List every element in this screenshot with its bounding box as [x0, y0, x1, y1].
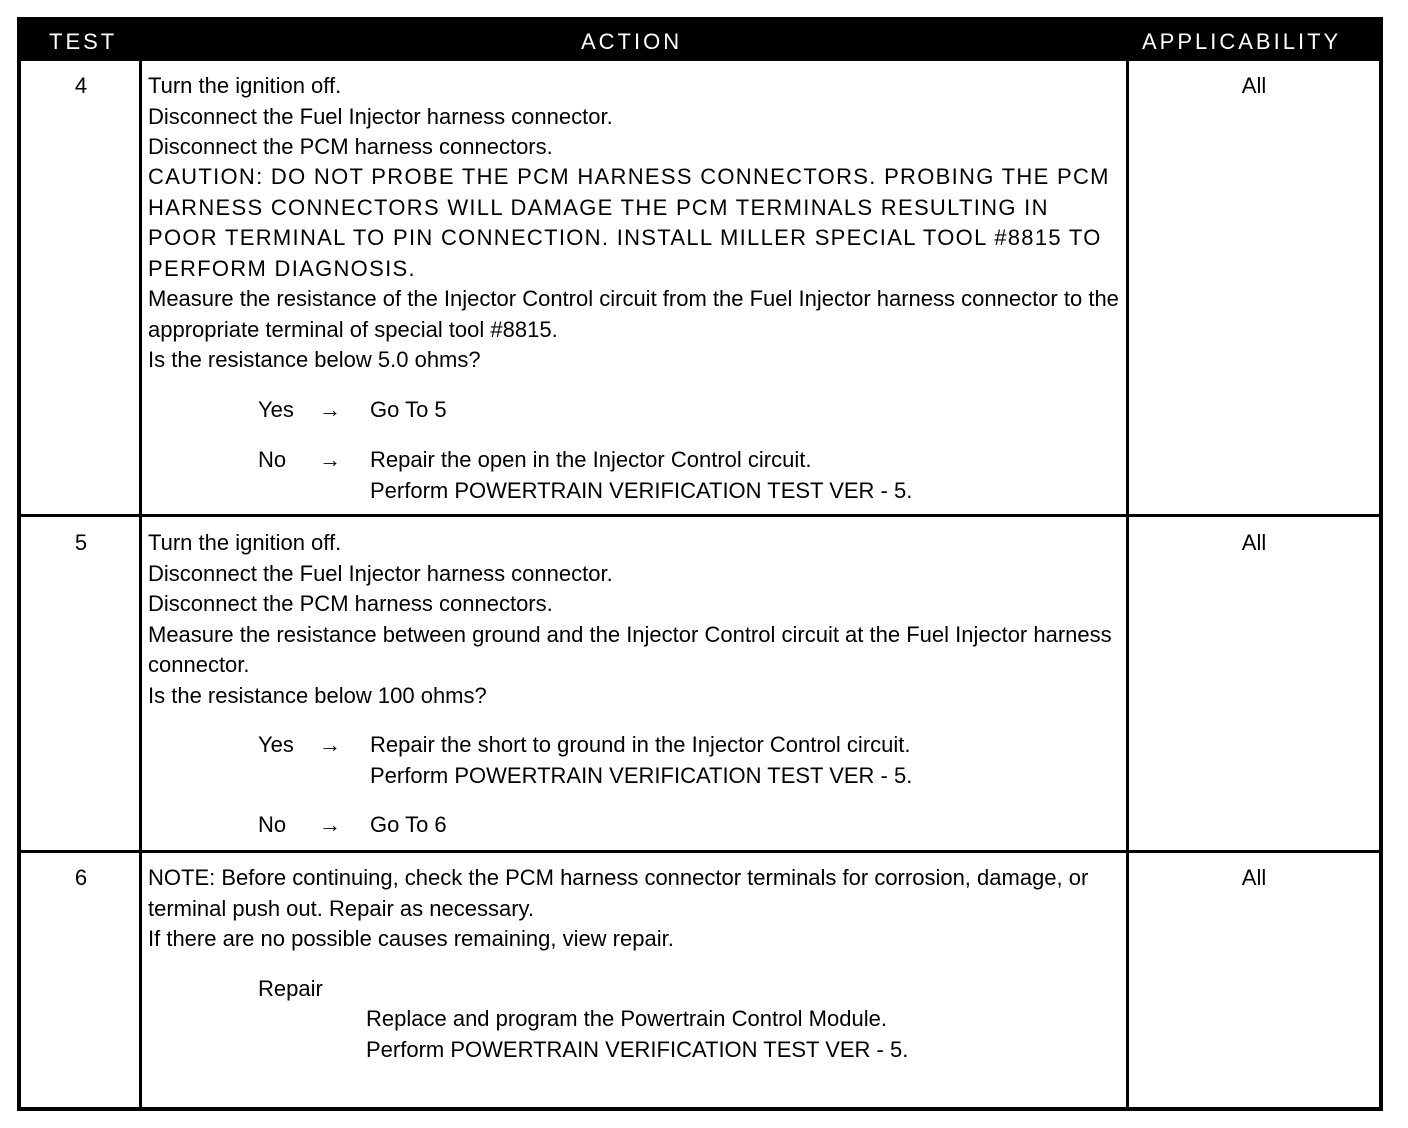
yes-result: Go To 5	[370, 397, 447, 422]
repair-text: Replace and program the Powertrain Control Module. Perform POWERTRAIN VERIFICATION TEST VER - 5.	[366, 1006, 909, 1062]
header-test: TEST	[49, 29, 118, 54]
no-label: No	[258, 812, 287, 837]
action-text: Turn the ignition off. Disconnect the Fuel Injector harness connector. Disconnect the PCM harness connectors. Measure the resistance between ground and the Injector Control circuit at the Fuel Injector harness connector. Is the resistance below 100 ohms?	[148, 530, 1112, 708]
action-text: Measure the resistance of the Injector Control circuit from the Fuel Injector harness connector to the appropriate terminal of special tool #8815. Is the resistance below 5.0 ohms?	[148, 286, 1119, 372]
header-action: ACTION	[581, 29, 683, 54]
action-text: Turn the ignition off. Disconnect the Fuel Injector harness connector. Disconnect the PCM harness connectors.	[148, 73, 613, 159]
arrow-icon: →	[319, 447, 341, 472]
arrow-icon: →	[319, 732, 341, 757]
applicability-value: All	[1241, 73, 1267, 98]
yes-label: Yes	[258, 732, 294, 757]
column-divider	[139, 61, 142, 1107]
table-header	[21, 21, 1379, 61]
applicability-value: All	[1241, 530, 1267, 555]
row-divider	[21, 514, 1379, 517]
test-number: 5	[74, 530, 88, 555]
test-number: 4	[74, 73, 88, 98]
no-label: No	[258, 447, 287, 472]
yes-label: Yes	[258, 397, 294, 422]
applicability-value: All	[1241, 865, 1267, 890]
arrow-icon: →	[319, 812, 341, 837]
header-applicability: APPLICABILITY	[1142, 29, 1342, 54]
row-divider	[21, 850, 1379, 853]
test-number: 6	[74, 865, 88, 890]
diagnostic-table	[17, 17, 1383, 1111]
arrow-icon: →	[319, 397, 341, 422]
no-result: Repair the open in the Injector Control circuit. Perform POWERTRAIN VERIFICATION TEST VER - 5.	[370, 447, 913, 503]
caution-text: CAUTION: DO NOT PROBE THE PCM HARNESS CONNECTORS. PROBING THE PCM HARNESS CONNECTORS WILL DAMAGE THE PCM TERMINALS RESULTING IN POOR TERMINAL TO PIN CONNECTION. INSTALL MILLER SPECIAL TOOL #8815 TO PERFORM DIAGNOSIS.	[148, 164, 1110, 281]
note-text: NOTE: Before continuing, check the PCM harness connector terminals for corrosion, damage, or terminal push out. Repair as necessary. If there are no possible causes remaining, view repair.	[148, 865, 1089, 951]
yes-result: Repair the short to ground in the Injector Control circuit. Perform POWERTRAIN VERIFICATION TEST VER - 5.	[370, 732, 913, 788]
no-result: Go To 6	[370, 812, 447, 837]
column-divider	[1126, 61, 1129, 1107]
repair-label: Repair	[258, 976, 323, 1001]
